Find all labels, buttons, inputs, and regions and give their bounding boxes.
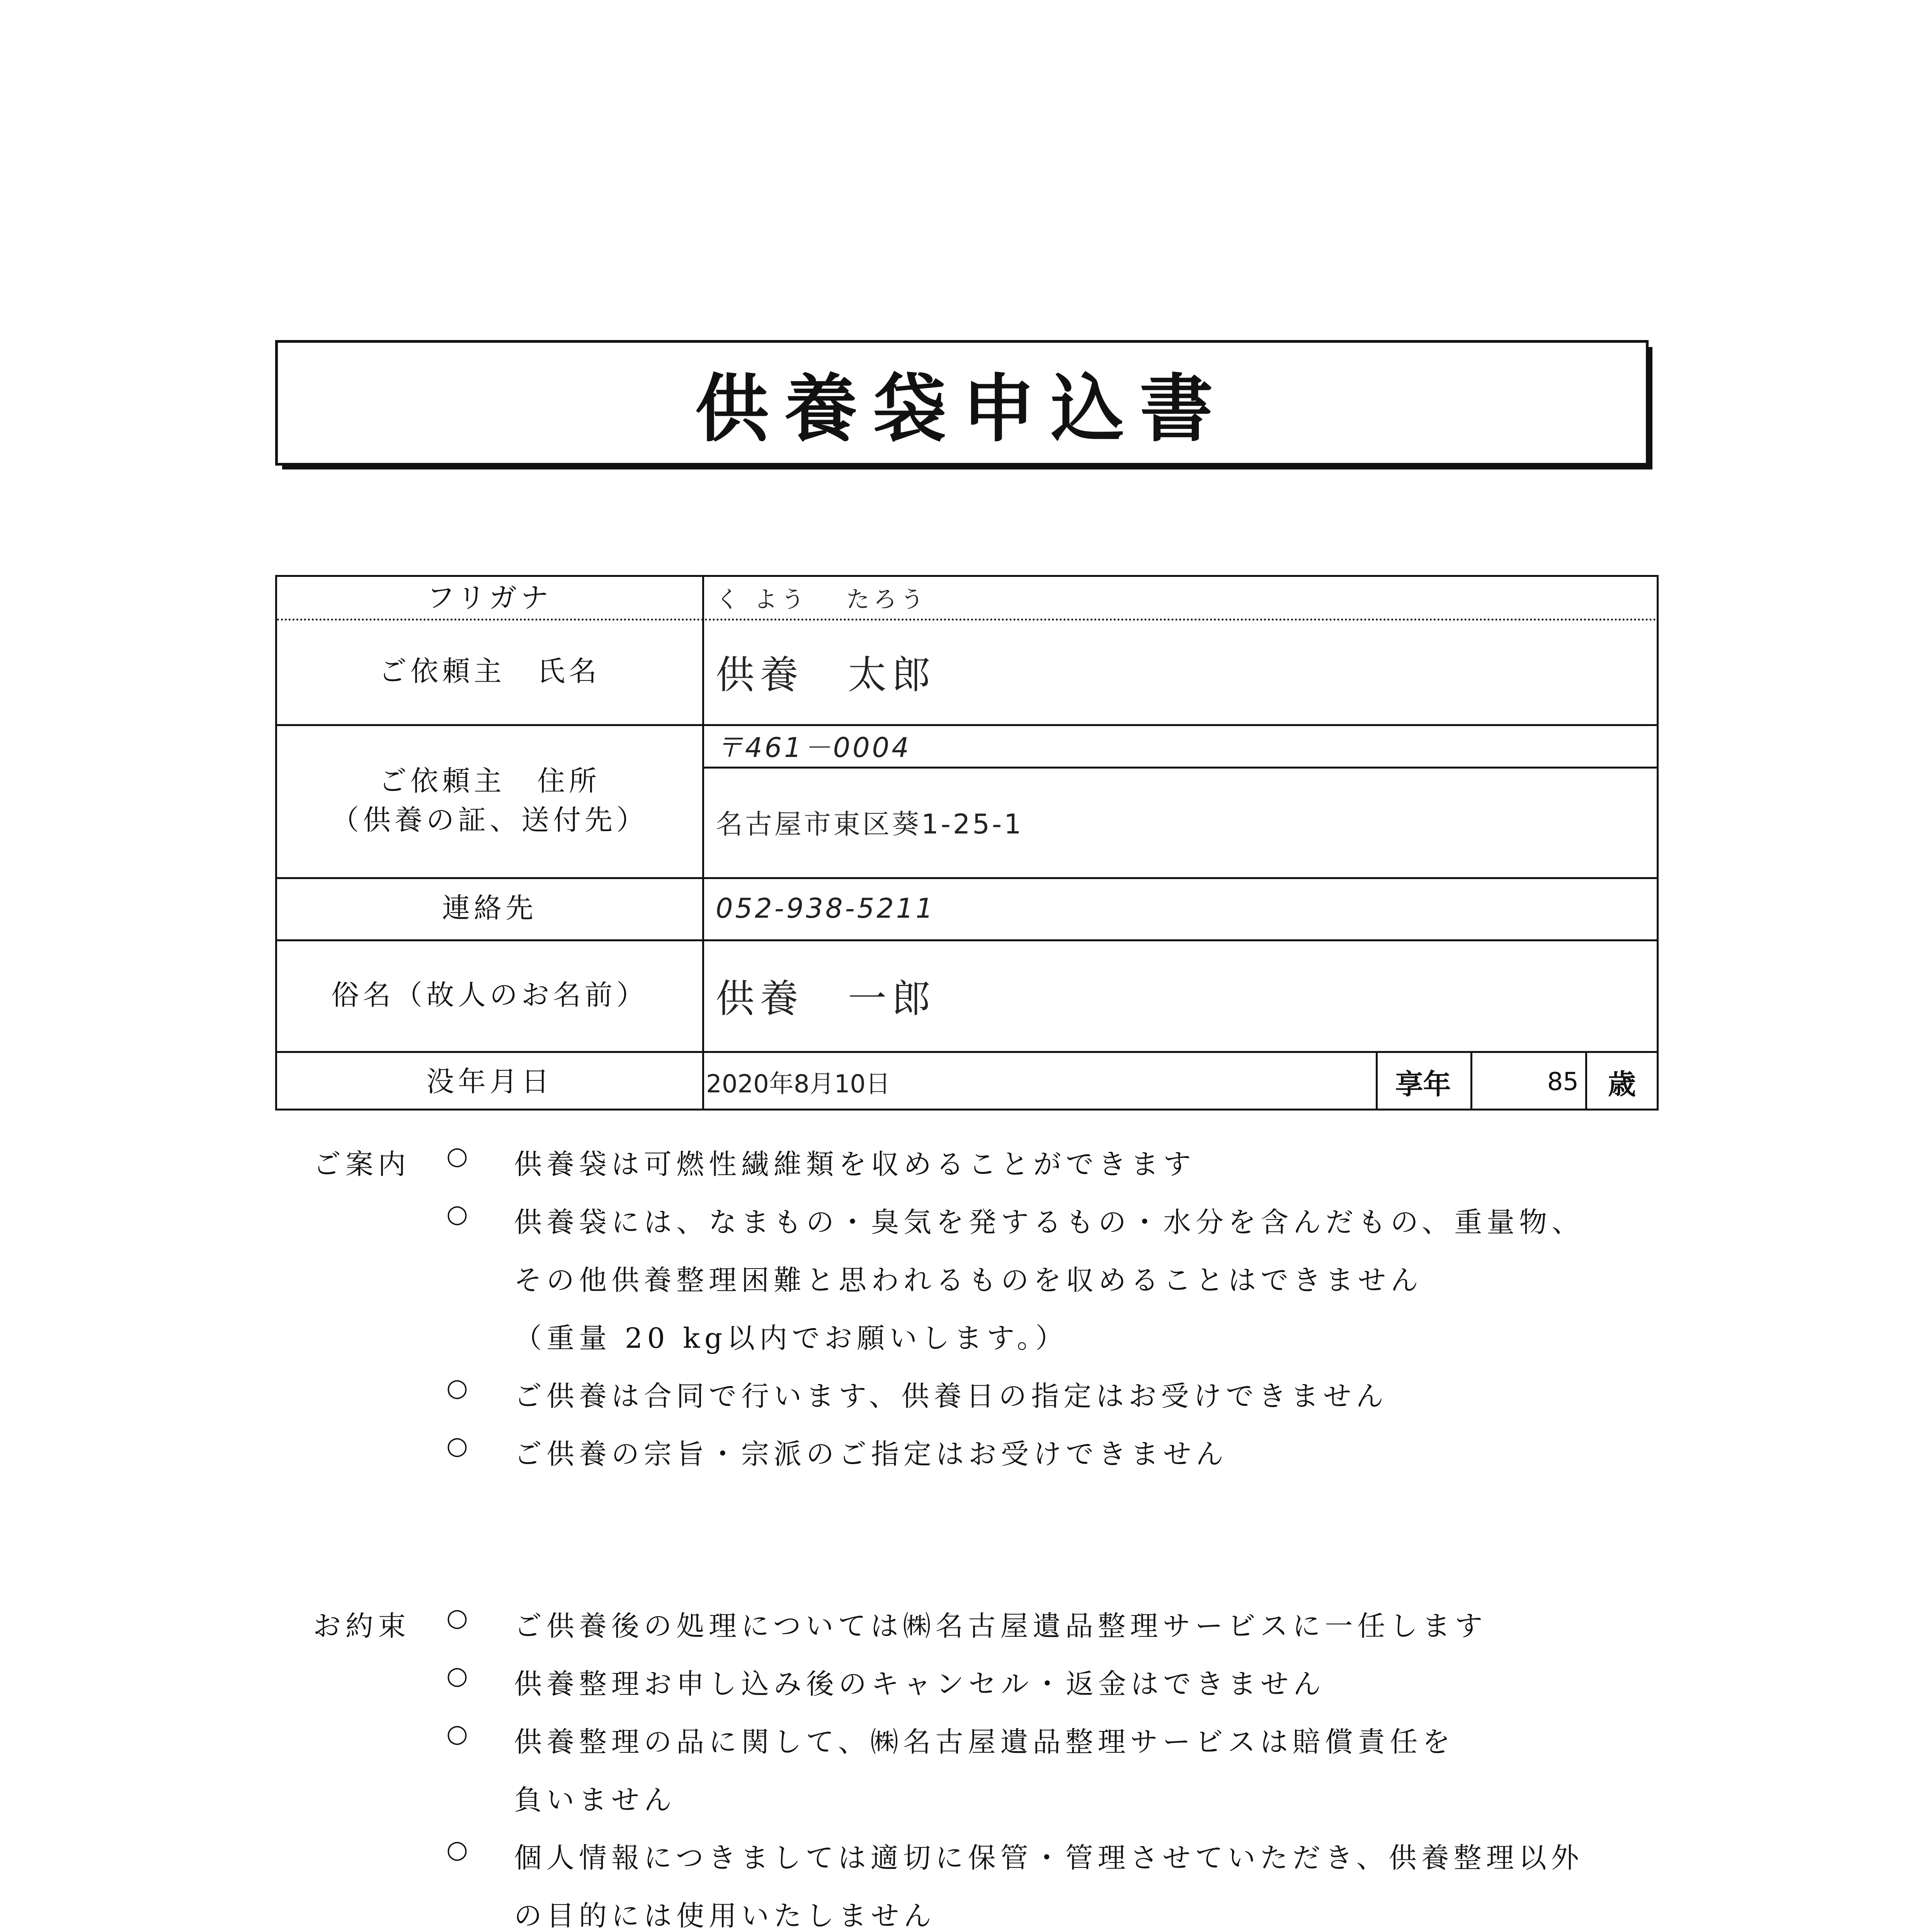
promise-item-4: 個人情報につきましては適切に保管・管理させていただき、供養整理以外 bbox=[514, 1842, 1584, 1874]
promise-item-1: ご供養後の処理については㈱名古屋遺品整理サービスに一任します bbox=[514, 1610, 1487, 1642]
furigana-value[interactable]: く よう たろう bbox=[716, 586, 928, 613]
title-box bbox=[275, 340, 1649, 466]
guide-item-2-cont: その他供養整理困難と思われるものを収めることはできません bbox=[514, 1264, 1423, 1296]
contact-value[interactable]: 052-938-5211 bbox=[716, 892, 935, 924]
guide-bullet-2: ○ bbox=[446, 1200, 468, 1228]
postal-code-value[interactable]: 〒461－0004 bbox=[716, 731, 911, 764]
promise-bullet-1: ○ bbox=[446, 1604, 468, 1632]
client-name-label: ご依頼主 氏名 bbox=[378, 655, 601, 688]
address-label-line-1: ご依頼主 住所 bbox=[378, 765, 601, 798]
age-label: 享年 bbox=[1395, 1067, 1451, 1100]
promise-item-3: 供養整理の品に関して、㈱名古屋遺品整理サービスは賠償責任を bbox=[514, 1726, 1455, 1758]
guide-item-2: 供養袋には、なまもの・臭気を発するもの・水分を含んだもの、重量物、 bbox=[514, 1206, 1584, 1238]
death-date-label: 没年月日 bbox=[426, 1065, 553, 1098]
address-label-line-2: （供養の証、送付先） bbox=[331, 804, 648, 836]
guide-bullet-4: ○ bbox=[446, 1432, 468, 1460]
guide-bullet-1: ○ bbox=[446, 1142, 468, 1170]
address-label bbox=[277, 724, 702, 877]
promise-heading: お約束 bbox=[313, 1610, 411, 1642]
page-title: 供養袋申込書 bbox=[695, 366, 1229, 452]
age-unit: 歳 bbox=[1608, 1067, 1636, 1100]
address-value[interactable]: 名古屋市東区葵1-25-1 bbox=[716, 808, 1024, 840]
client-name-value[interactable]: 供養 太郎 bbox=[716, 652, 936, 697]
age-value[interactable]: 85 bbox=[1547, 1067, 1579, 1096]
furigana-label: フリガナ bbox=[427, 581, 553, 614]
guide-item-4: ご供養の宗旨・宗派のご指定はお受けできません bbox=[514, 1438, 1229, 1470]
promise-item-4-cont: の目的には使用いたしません bbox=[514, 1900, 936, 1932]
promise-bullet-4: ○ bbox=[446, 1835, 468, 1864]
contact-label: 連絡先 bbox=[442, 892, 537, 925]
death-date-value[interactable]: 2020年8月10日 bbox=[706, 1070, 891, 1099]
guide-item-1: 供養袋は可燃性繊維類を収めることができます bbox=[514, 1148, 1196, 1180]
promise-bullet-3: ○ bbox=[446, 1719, 468, 1748]
guide-bullet-3: ○ bbox=[446, 1374, 468, 1402]
promise-bullet-2: ○ bbox=[446, 1662, 468, 1690]
guide-item-2-weight: （重量 20 kg以内でお願いします。） bbox=[514, 1322, 1068, 1354]
promise-item-2: 供養整理お申し込み後のキャンセル・返金はできません bbox=[514, 1668, 1326, 1700]
column-divider bbox=[702, 577, 704, 1109]
deceased-name-value[interactable]: 供養 一郎 bbox=[716, 976, 936, 1021]
guide-heading: ご案内 bbox=[313, 1148, 411, 1180]
guide-item-3: ご供養は合同で行います、供養日の指定はお受けできません bbox=[514, 1380, 1389, 1412]
promise-item-3-cont: 負いません bbox=[514, 1784, 677, 1816]
deceased-name-label: 俗名（故人のお名前） bbox=[331, 979, 648, 1012]
application-form-table bbox=[275, 575, 1659, 1111]
